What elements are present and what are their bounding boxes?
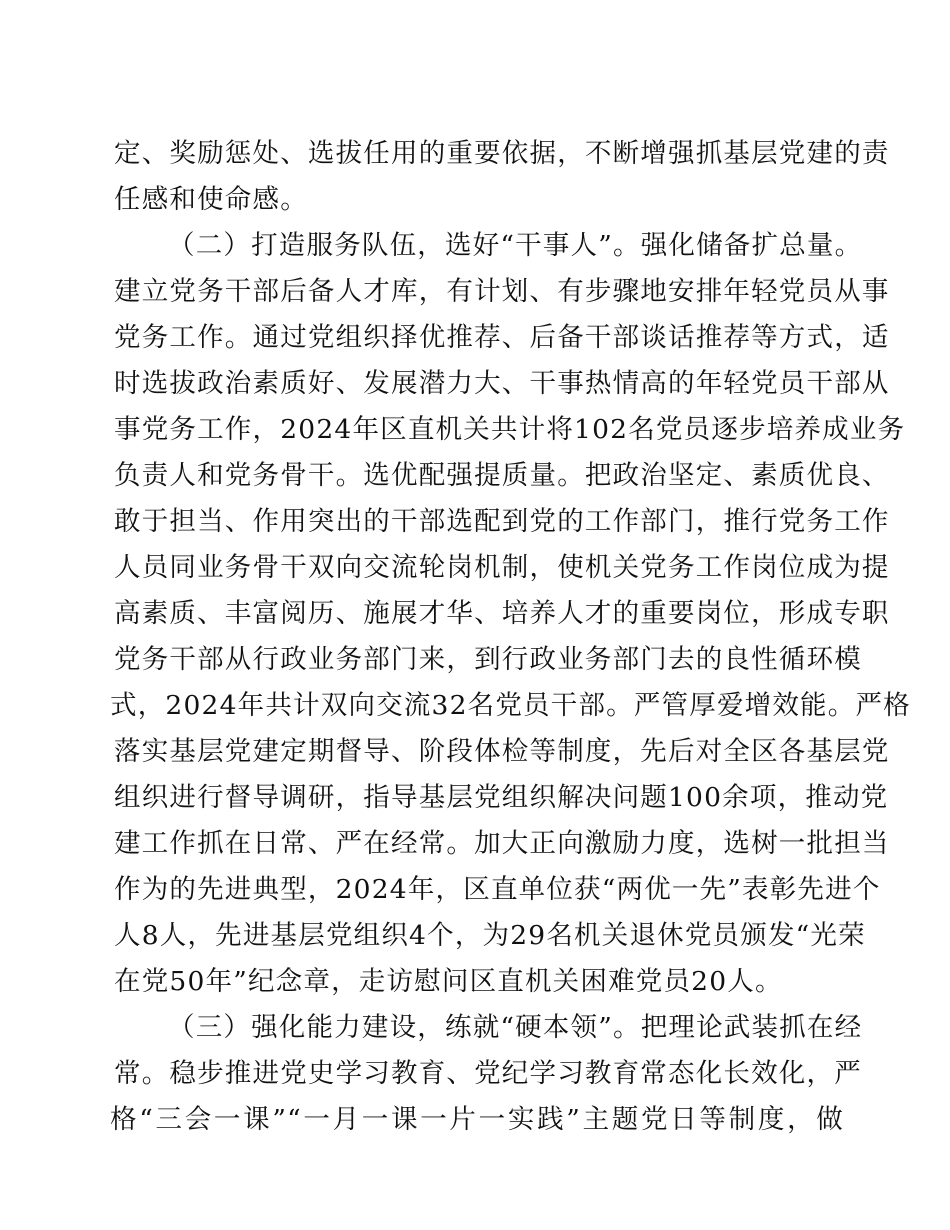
text-line: 敢于担当、作用突出的干部选配到党的工作部门，推行党务工作 — [114, 506, 890, 537]
text-line: 负责人和党务骨干。选优配强提质量。把政治坚定、素质优良、 — [114, 460, 890, 491]
text-line: 常。稳步推进党史学习教育、党纪学习教育常态化长效化，严 — [114, 1058, 862, 1089]
text-line: 作为的先进典型，2024年，区直单位获“两优一先”表彰先进个 — [114, 874, 881, 905]
text-line: 在党50年”纪念章，走访慰问区直机关困难党员20人。 — [114, 966, 783, 997]
text-line: 人员同业务骨干双向交流轮岗机制，使机关党务工作岗位成为提 — [114, 552, 890, 583]
text-line: 组织进行督导调研，指导基层党组织解决问题100余项，推动党 — [114, 782, 889, 813]
text-line: 人8人，先进基层党组织4个，为29名机关退休党员颁发“光荣 — [114, 920, 866, 951]
text-line: 时选拔政治素质好、发展潜力大、干事热情高的年轻党员干部从 — [114, 368, 890, 399]
text-line: 式，2024年共计双向交流32名党员干部。严管厚爱增效能。严格 — [110, 690, 911, 721]
section-heading-line: （二）打造服务队伍，选好“干事人”。强化储备扩总量。 — [168, 230, 863, 261]
text-line: 定、奖励惩处、选拔任用的重要依据，不断增强抓基层党建的责 — [114, 138, 890, 169]
text-line: 建工作抓在日常、严在经常。加大正向激励力度，选树一批担当 — [114, 828, 890, 859]
text-line: 事党务工作，2024年区直机关共计将102名党员逐步培养成业务 — [114, 414, 906, 445]
text-line: 建立党务干部后备人才库，有计划、有步骤地安排年轻党员从事 — [114, 276, 890, 307]
section-heading-line: （三）强化能力建设，练就“硬本领”。把理论武装抓在经 — [168, 1012, 863, 1043]
text-line: 党务干部从行政业务部门来，到行政业务部门去的良性循环模 — [114, 644, 862, 675]
text-line: 高素质、丰富阅历、施展才华、培养人才的重要岗位，形成专职 — [114, 598, 890, 629]
text-line: 任感和使命感。 — [114, 184, 308, 215]
text-line: 格“三会一课”“一月一课一片一实践”主题党日等制度，做 — [110, 1104, 844, 1135]
text-line: 党务工作。通过党组织择优推荐、后备干部谈话推荐等方式，适 — [114, 322, 890, 353]
text-line: 落实基层党建定期督导、阶段体检等制度，先后对全区各基层党 — [114, 736, 890, 767]
